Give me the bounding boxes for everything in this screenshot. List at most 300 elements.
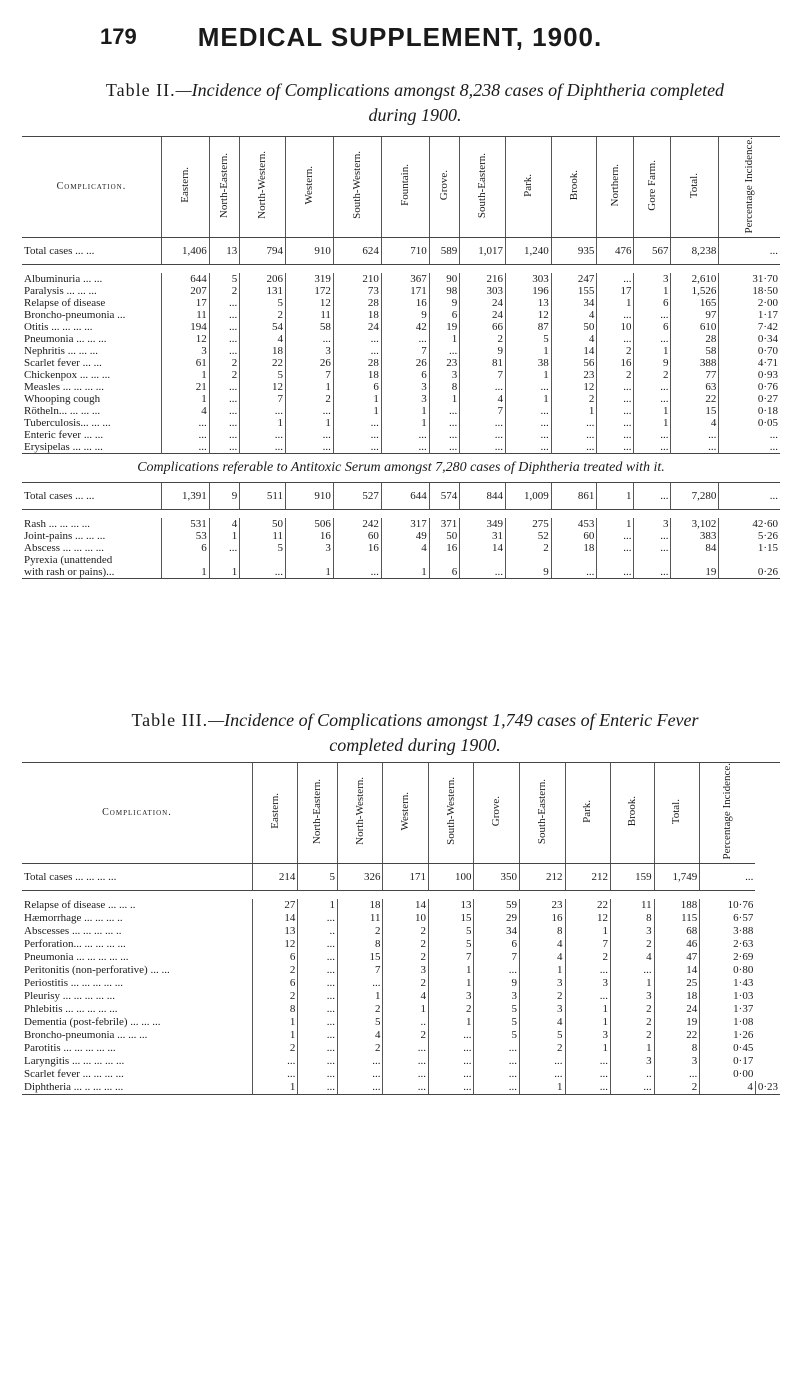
- table-cell: 1: [611, 977, 655, 990]
- table-cell: 4: [520, 938, 566, 951]
- table-row: [22, 309, 780, 321]
- column-header-complication: Complication.: [22, 137, 161, 237]
- table-cell: ...: [383, 1068, 429, 1081]
- column-header-label: South-Western.: [444, 777, 457, 846]
- table-cell: 4: [611, 951, 655, 964]
- table-cell: 68: [654, 925, 700, 938]
- row-label: Perforation... ... ... ... ...: [24, 938, 126, 950]
- table-cell: 7: [460, 369, 506, 381]
- table-cell: 2,610: [671, 273, 719, 285]
- table-cell: 2: [611, 1003, 655, 1016]
- table-cell: 349: [460, 518, 506, 530]
- header-row: [22, 137, 780, 237]
- table-cell: ...: [161, 417, 209, 429]
- table3-title-line2: completed during 1900.: [329, 735, 501, 755]
- table-cell: 0·76: [719, 381, 780, 393]
- table-cell: 6: [333, 381, 381, 393]
- table-cell: 371: [429, 518, 459, 530]
- table-cell: ...: [428, 1081, 474, 1095]
- table-cell: 165: [671, 297, 719, 309]
- table-cell: 18: [240, 345, 286, 357]
- table-cell: 1: [381, 405, 429, 417]
- table-cell: ...: [240, 566, 286, 579]
- column-header-label: Park.: [521, 173, 534, 197]
- table-cell: ...: [520, 1068, 566, 1081]
- row-label: Phlebitis ... ... ... ... ...: [24, 1003, 118, 1015]
- table-cell: ...: [460, 381, 506, 393]
- column-header-label: North-Eastern.: [218, 152, 231, 218]
- table-cell: 1: [209, 566, 239, 579]
- table-cell: 194: [161, 321, 209, 333]
- table-cell: 212: [520, 863, 566, 890]
- table-cell: 1: [428, 1016, 474, 1029]
- table-cell: 31·70: [719, 273, 780, 285]
- table-cell: ...: [474, 1055, 520, 1068]
- table-cell: 1: [252, 1016, 298, 1029]
- table-cell: 50: [551, 321, 597, 333]
- table-row: [22, 369, 780, 381]
- row-label: Dementia (post-febrile) ... ... ...: [24, 1016, 161, 1028]
- table-cell: 1: [381, 417, 429, 429]
- table-cell: 8,238: [671, 237, 719, 264]
- table-cell: 18: [551, 542, 597, 554]
- table-row: [22, 964, 780, 977]
- row-label: Broncho-pneumonia ...: [24, 308, 126, 321]
- column-header: [460, 137, 506, 237]
- table-cell: 18·50: [719, 285, 780, 297]
- table-cell: ...: [460, 441, 506, 454]
- table-row: [22, 990, 780, 1003]
- table-cell: 4: [520, 1016, 566, 1029]
- table-cell: [719, 554, 780, 566]
- row-label: Abscesses ... ... ... ... ..: [24, 925, 122, 937]
- table-cell: 5: [428, 925, 474, 938]
- spacer: [22, 264, 780, 273]
- table-cell: ...: [719, 482, 780, 509]
- table-cell: 574: [429, 482, 459, 509]
- table-cell: ...: [298, 977, 338, 990]
- table-cell: 0·70: [719, 345, 780, 357]
- table-cell: ...: [209, 417, 239, 429]
- table-cell: 6: [634, 297, 671, 309]
- table-cell: ...: [209, 393, 239, 405]
- page-header: [0, 18, 800, 58]
- table-cell: 7·42: [719, 321, 780, 333]
- table-cell: 4: [700, 1081, 756, 1095]
- table-cell: 3: [565, 1029, 611, 1042]
- table-cell: [381, 554, 429, 566]
- table-cell: 4: [337, 1029, 383, 1042]
- table-row: [22, 1003, 780, 1016]
- table-cell: 1: [634, 285, 671, 297]
- subsection-title: Complications referable to Antitoxic Serum amongst 7,280 cases of Diphtheria treated with it.: [22, 453, 780, 482]
- table-cell: 383: [671, 530, 719, 542]
- table-cell: 567: [634, 237, 671, 264]
- table-cell: 388: [671, 357, 719, 369]
- table-cell: 0·26: [719, 566, 780, 579]
- table-cell: 6: [429, 309, 459, 321]
- table-cell: ...: [240, 405, 286, 417]
- table2: [22, 137, 780, 579]
- table-cell: 9: [381, 309, 429, 321]
- table-cell: ...: [671, 429, 719, 441]
- table-cell: 0·34: [719, 333, 780, 345]
- column-header-label: Brook.: [625, 796, 638, 827]
- table-cell: ...: [611, 1081, 655, 1095]
- table-cell: 42·60: [719, 518, 780, 530]
- table-cell: 247: [551, 273, 597, 285]
- table-cell: 1: [252, 1081, 298, 1095]
- table-cell: 5: [240, 297, 286, 309]
- table-cell: 3: [428, 990, 474, 1003]
- table-cell: ...: [337, 1081, 383, 1095]
- table-row: [22, 417, 780, 429]
- table-cell: 12: [240, 381, 286, 393]
- table-cell: ...: [298, 1029, 338, 1042]
- table-cell: 46: [654, 938, 700, 951]
- table-cell: 14: [383, 899, 429, 912]
- table-row: [22, 429, 780, 441]
- table-cell: 206: [240, 273, 286, 285]
- table-cell: 1: [565, 1042, 611, 1055]
- table-cell: ...: [565, 1081, 611, 1095]
- table-cell: 131: [240, 285, 286, 297]
- table-cell: 28: [333, 357, 381, 369]
- page-number: 179: [100, 24, 137, 49]
- table-cell: 1: [634, 405, 671, 417]
- table-cell: [505, 554, 551, 566]
- table-cell: 13: [209, 237, 239, 264]
- table-cell: 5: [240, 369, 286, 381]
- table-cell: 2: [520, 990, 566, 1003]
- table-cell: ...: [298, 1003, 338, 1016]
- column-header: [337, 763, 383, 863]
- table-cell: 60: [551, 530, 597, 542]
- table-cell: ...: [597, 405, 634, 417]
- table-cell: 9: [429, 297, 459, 309]
- table-cell: 84: [671, 542, 719, 554]
- table-cell: 56: [551, 357, 597, 369]
- table-cell: 3: [429, 369, 459, 381]
- column-header: [654, 763, 700, 863]
- table-cell: ...: [719, 429, 780, 441]
- table-cell: 0·18: [719, 405, 780, 417]
- table-cell: 2: [383, 1029, 429, 1042]
- table-cell: 319: [286, 273, 334, 285]
- table-cell: 12: [286, 297, 334, 309]
- column-header-label: South-Eastern.: [476, 152, 489, 218]
- table-cell: 28: [671, 333, 719, 345]
- table-cell: 6: [474, 938, 520, 951]
- spacer: [22, 509, 780, 518]
- table-cell: 5: [474, 1029, 520, 1042]
- table-cell: ...: [298, 964, 338, 977]
- column-header: [240, 137, 286, 237]
- table-cell: 27: [252, 899, 298, 912]
- table-cell: ...: [428, 1068, 474, 1081]
- table-cell: 18: [333, 309, 381, 321]
- table-cell: ...: [298, 938, 338, 951]
- table-cell: ...: [597, 429, 634, 441]
- table-cell: ...: [597, 530, 634, 542]
- table-cell: 3: [381, 393, 429, 405]
- table-cell: 38: [505, 357, 551, 369]
- table-cell: 11: [286, 309, 334, 321]
- table-cell: 3: [611, 925, 655, 938]
- table-cell: ...: [460, 566, 506, 579]
- table-cell: ...: [565, 964, 611, 977]
- table-cell: 1: [209, 530, 239, 542]
- table-cell: 6: [252, 951, 298, 964]
- row-label: Relapse of disease: [24, 296, 106, 309]
- column-header-label: Brook.: [567, 170, 580, 201]
- table-row: [22, 912, 780, 925]
- table-row: [22, 899, 780, 912]
- table-cell: 26: [286, 357, 334, 369]
- table-cell: ...: [209, 321, 239, 333]
- table-cell: 2: [337, 1042, 383, 1055]
- row-label: Laryngitis ... ... ... ... ...: [24, 1055, 125, 1067]
- table-cell: 2: [209, 357, 239, 369]
- table-cell: 8: [611, 912, 655, 925]
- column-header-label: South-Eastern.: [535, 778, 548, 844]
- table-cell: ...: [298, 1081, 338, 1095]
- table-cell: 2: [505, 542, 551, 554]
- column-header-label: Eastern.: [268, 793, 281, 830]
- row-label: Diphtheria ... .. ... ... ...: [22, 1081, 252, 1095]
- table-cell: 1·17: [719, 309, 780, 321]
- table-cell: 16: [381, 297, 429, 309]
- table-cell: 18: [333, 369, 381, 381]
- column-header-label: Percentage Incidence.: [721, 763, 734, 860]
- table-cell: ...: [634, 566, 671, 579]
- table-cell: ...: [634, 309, 671, 321]
- table-cell: ...: [298, 912, 338, 925]
- table-cell: 0·80: [700, 964, 756, 977]
- table-cell: 16: [520, 912, 566, 925]
- table-cell: 2: [597, 345, 634, 357]
- table-cell: ...: [429, 345, 459, 357]
- column-header: [719, 137, 780, 237]
- table-cell: 10: [383, 912, 429, 925]
- column-header-label: Northern.: [608, 164, 621, 207]
- table-cell: 9: [460, 345, 506, 357]
- table-cell: 3: [286, 345, 334, 357]
- table-cell: [209, 554, 239, 566]
- table-cell: 242: [333, 518, 381, 530]
- table-cell: 3: [383, 964, 429, 977]
- row-label: Paralysis ... ... ...: [24, 284, 97, 297]
- table-cell: ...: [286, 333, 334, 345]
- table-cell: 2: [337, 1003, 383, 1016]
- table-cell: 1: [333, 405, 381, 417]
- table-cell: 710: [381, 237, 429, 264]
- total-cases-row: [22, 237, 780, 264]
- row-label: Peritonitis (non-perforative) ... ...: [24, 964, 170, 976]
- table-cell: 19: [671, 566, 719, 579]
- table-cell: 506: [286, 518, 334, 530]
- table-cell: 58: [671, 345, 719, 357]
- table-cell: 14: [252, 912, 298, 925]
- table-cell: 1: [634, 417, 671, 429]
- subsection-title-row: [22, 453, 780, 482]
- table-cell: 2: [611, 938, 655, 951]
- table-cell: 1·15: [719, 542, 780, 554]
- table-cell: 50: [240, 518, 286, 530]
- table-cell: 53: [161, 530, 209, 542]
- row-label: Enteric fever ... ...: [24, 428, 104, 441]
- table-cell: 3: [286, 542, 334, 554]
- column-header: [333, 137, 381, 237]
- table-cell: ...: [505, 441, 551, 454]
- spacer: [22, 890, 755, 899]
- row-label: Parotitis ... ... ... ... ...: [24, 1042, 116, 1054]
- table-cell: 115: [654, 912, 700, 925]
- table-cell: ...: [505, 405, 551, 417]
- table-cell: 1: [298, 899, 338, 912]
- table-cell: 97: [671, 309, 719, 321]
- table-cell: 2: [337, 925, 383, 938]
- table-cell: 1: [286, 381, 334, 393]
- sub-total-cases-row: [22, 482, 780, 509]
- table-row: [22, 566, 780, 579]
- row-label: Broncho-pneumonia ... ... ...: [24, 1029, 148, 1041]
- column-header-label: Grove.: [437, 170, 450, 201]
- table-cell: 171: [381, 285, 429, 297]
- table-cell: 317: [381, 518, 429, 530]
- table-cell: 34: [474, 925, 520, 938]
- table-cell: 1: [597, 482, 634, 509]
- table-cell: 2: [611, 1016, 655, 1029]
- column-header-label: North-Eastern.: [311, 778, 324, 844]
- table-cell: 159: [611, 863, 655, 890]
- table-cell: ...: [520, 1055, 566, 1068]
- table-cell: 22: [240, 357, 286, 369]
- column-header: [252, 763, 298, 863]
- table-cell: 511: [240, 482, 286, 509]
- table-cell: 11: [611, 899, 655, 912]
- table-cell: ...: [383, 1055, 429, 1068]
- table-cell: ...: [551, 429, 597, 441]
- table-cell: 6: [634, 321, 671, 333]
- table-cell: 2: [634, 369, 671, 381]
- table-cell: 2: [286, 393, 334, 405]
- table-cell: 9: [505, 566, 551, 579]
- table-cell: 1: [505, 345, 551, 357]
- table-cell: ...: [209, 333, 239, 345]
- table-cell: 4: [551, 333, 597, 345]
- table-cell: 1,009: [505, 482, 551, 509]
- row-label: Pleurisy ... ... ... ... ...: [24, 990, 116, 1002]
- column-header-label: North-Western.: [353, 777, 366, 846]
- table-cell: 0·45: [700, 1042, 756, 1055]
- table-cell: 16: [429, 542, 459, 554]
- column-header-label: Percentage Incidence.: [743, 137, 756, 234]
- column-header-label: Park.: [581, 799, 594, 823]
- table-cell: 935: [551, 237, 597, 264]
- table-cell: 350: [474, 863, 520, 890]
- column-header: [429, 137, 459, 237]
- table-cell: 2: [428, 1003, 474, 1016]
- table-row: [22, 1029, 780, 1042]
- table-cell: ...: [551, 417, 597, 429]
- table-row: [22, 1081, 780, 1095]
- table-cell: [161, 554, 209, 566]
- table-cell: ...: [298, 1055, 338, 1068]
- column-header-label: Gore Farm.: [645, 159, 658, 211]
- table-cell: ...: [209, 381, 239, 393]
- table-cell: 2: [654, 1081, 700, 1095]
- table-cell: 5: [428, 938, 474, 951]
- table-cell: ...: [505, 429, 551, 441]
- table-cell: 3: [611, 1055, 655, 1068]
- table-cell: 644: [161, 273, 209, 285]
- table-cell: ...: [429, 441, 459, 454]
- table-cell: 212: [565, 863, 611, 890]
- total-cases-row: [22, 863, 780, 890]
- table-cell: ...: [333, 566, 381, 579]
- table-row: [22, 441, 780, 454]
- table-cell: 6: [381, 369, 429, 381]
- table-cell: ...: [634, 441, 671, 454]
- table-cell: 2: [209, 285, 239, 297]
- table-cell: ...: [209, 542, 239, 554]
- table-cell: ...: [383, 1042, 429, 1055]
- table-cell: 29: [474, 912, 520, 925]
- table-cell: 10·76: [700, 899, 756, 912]
- table-cell: 5: [474, 1003, 520, 1016]
- table-cell: ...: [209, 345, 239, 357]
- table-cell: 11: [240, 530, 286, 542]
- table-cell: 303: [505, 273, 551, 285]
- table-cell: 5: [240, 542, 286, 554]
- table-cell: ...: [719, 237, 780, 264]
- table-cell: ...: [286, 441, 334, 454]
- table-cell: 21: [161, 381, 209, 393]
- column-header: [383, 763, 429, 863]
- table-cell: 0·27: [719, 393, 780, 405]
- table-cell: ...: [565, 1055, 611, 1068]
- table-row: [22, 297, 780, 309]
- row-label: Hæmorrhage ... ... ... ..: [24, 912, 123, 924]
- table-cell: 4: [383, 990, 429, 1003]
- table-cell: 2·00: [719, 297, 780, 309]
- table-row: [22, 345, 780, 357]
- table-cell: 1: [161, 393, 209, 405]
- table-cell: ...: [381, 429, 429, 441]
- table-cell: 87: [505, 321, 551, 333]
- table-cell: 4: [520, 951, 566, 964]
- table-cell: ...: [252, 1055, 298, 1068]
- row-label: Scarlet fever ... ...: [24, 356, 102, 369]
- table-cell: ...: [634, 381, 671, 393]
- table-cell: ...: [298, 1016, 338, 1029]
- table-row: [22, 405, 780, 417]
- table-cell: ..: [611, 1068, 655, 1081]
- table-cell: 1: [565, 1003, 611, 1016]
- table-row: [22, 1055, 780, 1068]
- table-cell: 367: [381, 273, 429, 285]
- table-cell: 861: [551, 482, 597, 509]
- table-cell: ...: [597, 333, 634, 345]
- row-label: Total cases ... ...: [22, 237, 161, 264]
- table-cell: ...: [333, 417, 381, 429]
- table-cell: 196: [505, 285, 551, 297]
- table-cell: ...: [634, 393, 671, 405]
- table-cell: 2: [252, 1042, 298, 1055]
- table3-label: Table III.: [131, 710, 209, 730]
- column-header-label: Total.: [670, 798, 683, 824]
